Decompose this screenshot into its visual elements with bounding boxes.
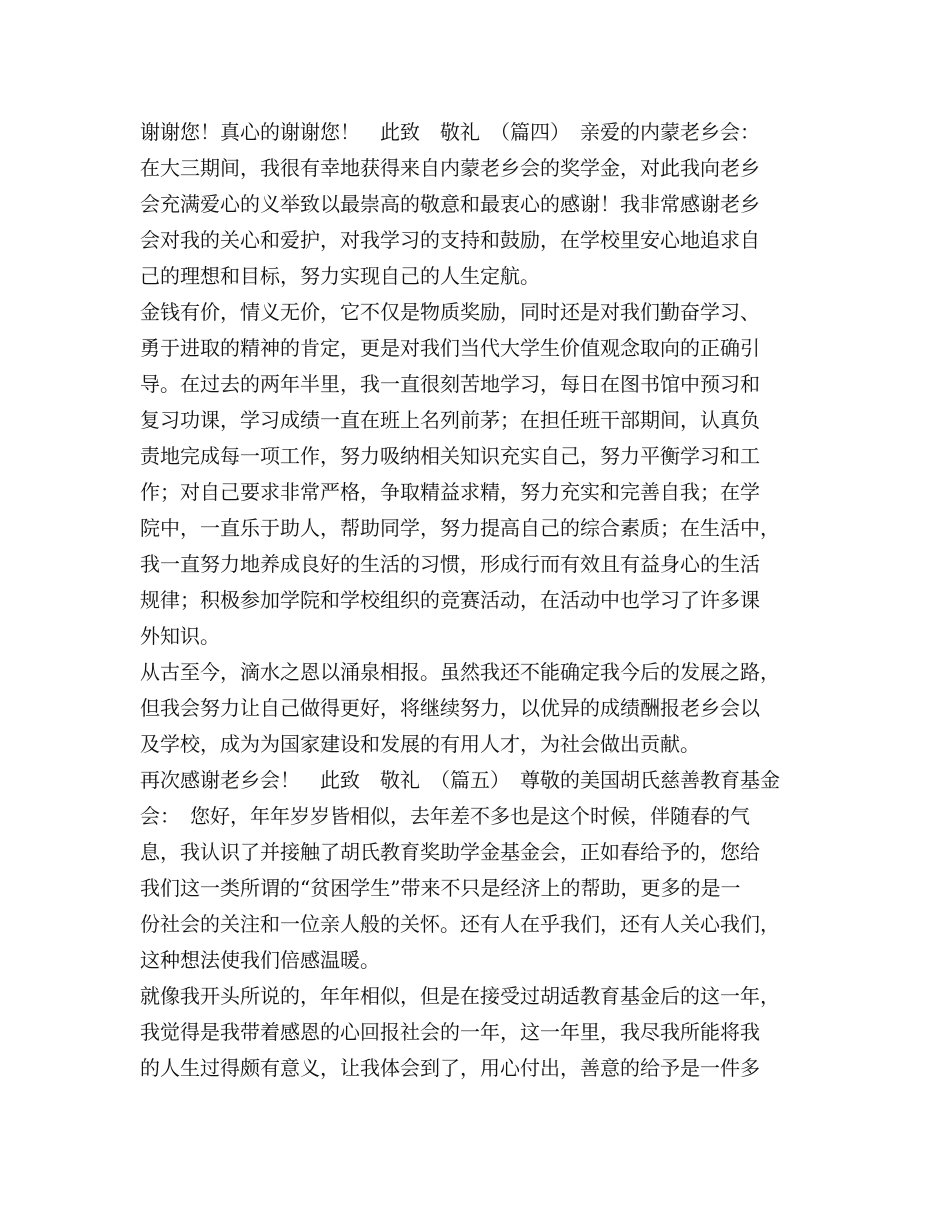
text-line: 谢谢您！真心的谢谢您！ 此致 敬礼 （篇四） 亲爱的内蒙老乡会：	[140, 120, 760, 144]
text-line: 作；对自己要求非常严格，争取精益求精，努力充实和完善自我；在学	[140, 480, 760, 504]
text-line: 我觉得是我带着感恩的心回报社会的一年，这一年里，我尽我所能将我	[140, 1020, 760, 1044]
text-line: 再次感谢老乡会！ 此致 敬礼 （篇五） 尊敬的美国胡氏慈善教育基金	[140, 768, 780, 792]
text-line: 规律；积极参加学院和学校组织的竞赛活动，在活动中也学习了许多课	[140, 588, 760, 612]
text-line: 我一直努力地养成良好的生活的习惯，形成行而有效且有益身心的生活	[140, 552, 760, 576]
text-line: 责地完成每一项工作，努力吸纳相关知识充实自己，努力平衡学习和工	[140, 444, 760, 468]
text-line: 勇于进取的精神的肯定，更是对我们当代大学生价值观念取向的正确引	[140, 336, 760, 360]
text-line: 会： 您好，年年岁岁皆相似，去年差不多也是这个时候，伴随春的气	[140, 804, 750, 828]
text-line: 息，我认识了并接触了胡氏教育奖助学金基金会，正如春给予的，您给	[140, 840, 760, 864]
text-line: 及学校，成为为国家建设和发展的有用人才，为社会做出贡献。	[140, 732, 700, 756]
text-line: 我们这一类所谓的“贫困学生”带来不只是经济上的帮助，更多的是一	[140, 876, 741, 900]
text-line: 但我会努力让自己做得更好，将继续努力，以优异的成绩酬报老乡会以	[140, 696, 760, 720]
text-line: 导。在过去的两年半里，我一直很刻苦地学习，每日在图书馆中预习和	[140, 372, 760, 396]
text-line: 会充满爱心的义举致以最崇高的敬意和最衷心的感谢！我非常感谢老乡	[140, 192, 760, 216]
text-line: 院中，一直乐于助人，帮助同学，努力提高自己的综合素质；在生活中，	[140, 516, 780, 540]
text-line: 份社会的关注和一位亲人般的关怀。还有人在乎我们，还有人关心我们，	[140, 912, 780, 936]
text-line: 这种想法使我们倍感温暖。	[140, 948, 380, 972]
text-line: 的人生过得颇有意义，让我体会到了，用心付出，善意的给予是一件多	[140, 1056, 760, 1080]
document-body	[140, 114, 820, 1086]
text-line: 就像我开头所说的，年年相似，但是在接受过胡适教育基金后的这一年，	[140, 984, 780, 1008]
text-line: 金钱有价，情义无价，它不仅是物质奖励，同时还是对我们勤奋学习、	[140, 300, 760, 324]
text-line: 复习功课，学习成绩一直在班上名列前茅；在担任班干部期间，认真负	[140, 408, 760, 432]
text-line: 己的理想和目标，努力实现自己的人生定航。	[140, 264, 540, 288]
text-line: 外知识。	[140, 624, 220, 648]
text-line: 从古至今，滴水之恩以涌泉相报。虽然我还不能确定我今后的发展之路，	[140, 660, 780, 684]
text-line: 会对我的关心和爱护，对我学习的支持和鼓励，在学校里安心地追求自	[140, 228, 760, 252]
text-line: 在大三期间，我很有幸地获得来自内蒙老乡会的奖学金，对此我向老乡	[140, 156, 760, 180]
